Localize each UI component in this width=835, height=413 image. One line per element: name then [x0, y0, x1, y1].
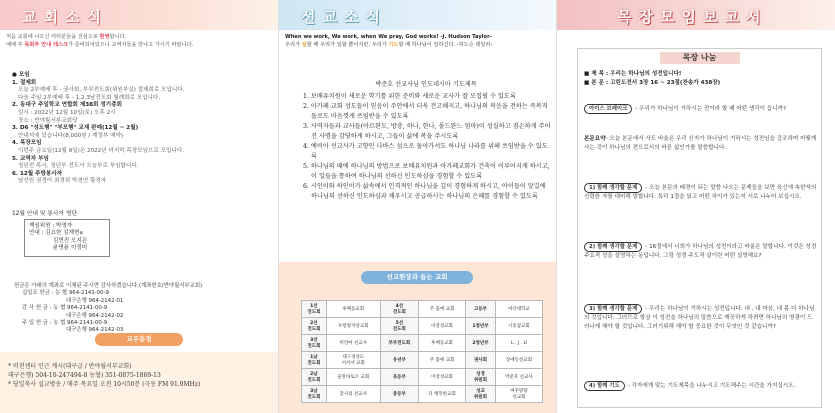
news-title: ● 모임 — [12, 72, 30, 78]
news-item-head: 4. 목장모임 — [12, 140, 42, 147]
support-church-cell: 더 행복한교회 — [418, 386, 465, 403]
ice-break-label: 아이스 브레이크 — [584, 104, 632, 114]
verse-english: When we work, We work, when We pray, God works! -J. Hudson Taylor- — [285, 34, 492, 40]
support-church-cell: L . J . U — [495, 335, 542, 352]
summary-label: 본문요약 — [584, 136, 606, 142]
question1-text: - 오늘 본문의 배경이 되는 말씀 나오는 문제들을 보면 육신에 속한자의 신령한 자를 대비해 말합니다. 특히 1절을 읽고 어떤 차이가 있는지 서로 나누어 보십시오. — [584, 185, 817, 200]
support-church-cell: 감사의 선교사 — [326, 386, 380, 403]
scripture-label: ■ 본 문 : — [584, 80, 609, 86]
mission-news-banner — [279, 0, 556, 30]
mission-prayer-item: 3. 사역자들과 교사들(아르완도, 방충, 하나, 한나, 몰드완느 엄마)이 성실하고 겸손하게 주어진 사명을 감당하게 하시고, 그들이 삶에 복을 주시도록 — [303, 123, 551, 140]
support-group-cell: 성경 위원회 — [466, 369, 496, 386]
volunteer-row: 안내 : 김요한 김재현a — [29, 230, 83, 237]
scripture-line — [578, 79, 821, 88]
offering-row: 대구은행 964-2142-03 — [66, 327, 124, 334]
support-group-cell: 2선 전도회 — [302, 318, 327, 335]
cell-report-panel — [556, 0, 835, 413]
support-church-cell: 이장성교회 — [418, 369, 465, 386]
support-group-cell: 2남 전도회 — [302, 369, 327, 386]
volunteer-heading: 12월 안내 및 봉사자 명단 — [12, 211, 78, 217]
support-group-cell: 성교 위원회 — [466, 386, 496, 403]
support-church-cell: 대구경상도 서서서 교회 — [326, 352, 380, 369]
volunteer-row: 김현진 오지은 — [53, 237, 88, 244]
intro-text: 합니다. — [109, 34, 127, 40]
support-churches-table — [301, 300, 543, 403]
support-church-cell: 미얀마 선교사 — [326, 335, 380, 352]
intro-text: 처음 교회에 나오신 여러분들을 진심으로 — [6, 34, 100, 40]
support-church-cell: 포항양지앙교회 — [326, 318, 380, 335]
support-church-cell: 후배동교회 — [326, 301, 380, 318]
support-church-cell: 마산대학교 — [495, 301, 542, 318]
support-group-cell: 고등부 — [466, 301, 496, 318]
news-item-head: 5. 교역자 부임 — [12, 155, 49, 162]
mission-prayer-item: 5. 하나님의 때에 하나님의 방법으로 보배유치원과 아가페교회가 건축이 이루어지게 하시고, 이 일들을 통하여 하나님의 선하신 인도하심을 경험할 수 있도록 — [303, 163, 550, 180]
support-row — [302, 369, 543, 386]
verse-highlight: 기도 — [388, 42, 399, 48]
ice-break-text: - 우리가 하나님이 거하시는 전이라 할 때 어떤 생각이 듭니까? — [635, 106, 787, 112]
support-church-cell: 후배동교회 — [418, 335, 465, 352]
prayer-block — [578, 381, 823, 391]
intro-highlight: 목회부 안내 데스크 — [24, 42, 69, 48]
support-group-cell: 권사회 — [466, 352, 496, 369]
support-group-cell: 1선 전도회 — [302, 301, 327, 318]
member-news-list — [8, 362, 276, 389]
support-group-cell: 3선 전도회 — [302, 335, 327, 352]
support-row — [302, 318, 543, 335]
mission-prayer-item: 6. 시인이와 하인이가 삶속에서 인격적인 하나님을 깊이 경험하게 하시고, 아이들이 앞길에 하나님의 선하신 인도하심과 채우시고 공급하시는 하나님의 은혜를 경험할 수 있도록 — [303, 183, 546, 200]
church-news-banner — [0, 0, 278, 30]
offering-row: 십일조 헌금 : 농 협 964-2141-00-9 — [22, 290, 109, 297]
mission-verse — [285, 33, 553, 49]
question1-label: 1) 함께 생각할 문제 — [584, 183, 642, 193]
support-group-cell: 2청년부 — [466, 335, 496, 352]
cell-sharing-heading: 목장 나눔 — [660, 52, 740, 64]
mission-prayer-title: 박준호 선교사님 인도네시아 기도제목 — [375, 81, 477, 88]
scripture-text: 고린도전서 3장 16 ~ 23절(찬송가 438장) — [610, 80, 721, 86]
ice-break-block — [578, 104, 823, 114]
question2-label: 2) 함께 생각할 문제 — [584, 242, 642, 252]
member-news-row: * 당일묵사 설교방송 / 매주 목요일 오전 10시50분 (극동 FM 91.9MHz) — [8, 381, 201, 388]
support-church-cell: 여주방향 선교회 — [495, 386, 542, 403]
news-item-detail: 일시 : 2022년 12월 10일(토) 오후 2시 — [18, 109, 116, 116]
verse-highlight: 일 — [301, 42, 307, 48]
support-church-cell: 주 품에 교회 — [418, 352, 465, 369]
mission-prayer-item: 2. 아가페 교회 성도들이 믿음이 주안에서 더욱 견고해지고, 하나님의 복음을 전하는 즉복직 돌로도 마음껏게 쓰임받을 수 있도록 — [303, 103, 548, 120]
verse-text: 할 때 우리가 일할 뿐이지만, 우리가 — [306, 42, 389, 48]
prayer-label: 4) 함께 기도 — [584, 381, 625, 391]
offering-row: 감 사 헌 금 : 농 협 964-2141-00-9 — [22, 305, 108, 312]
church-news-panel — [0, 0, 278, 413]
volunteer-row: 책임위원 : 박영자 — [29, 223, 73, 229]
member-news-row: * 비전센터 인근 계시(대구급 / 반야월서부교회) — [8, 363, 132, 370]
support-group-cell: 초등부 — [380, 369, 418, 386]
offering-row: 주 일 헌 금 : 농 협 964-2141-00-9 — [22, 320, 108, 327]
news-item-head: 3. D6 "성도행" "부모행" 교재 판매(12월 ~ 2월) — [12, 125, 139, 132]
support-church-cell: 이장성교회 — [418, 318, 465, 335]
member-news-row: 대구은행) 504-10-247494-8 농협) 351-0875-1869-13 — [8, 372, 161, 379]
news-item-head: 2. 동대구 주일학교 연합회 제38회 정기총회 — [12, 102, 122, 109]
theme-text: 우리는 하나님의 성전입니다! — [610, 71, 682, 77]
news-item-detail: 청년전 목사, 청년부 전도사 오늘부로 부임합니다. — [18, 163, 139, 170]
church-news-title: 교회소식 — [22, 8, 108, 26]
cell-report-banner — [557, 0, 835, 30]
support-group-cell: 5선 전도회 — [380, 318, 418, 335]
support-row — [302, 352, 543, 369]
mission-news-title: 선교소식 — [301, 8, 387, 26]
theme-label: ■ 제 목 : — [584, 71, 609, 77]
volunteer-box — [24, 219, 110, 257]
question3-label: 3) 함께 생각할 문제 — [584, 304, 642, 314]
question2-block — [578, 242, 823, 261]
intro-text: 가 준비되어있으니 교역자들을 만나고 가시기 바랍니다. — [68, 42, 194, 48]
news-item-head: 6. 12월 주방봉사자 — [12, 170, 63, 177]
support-group-cell: 4선 전도회 — [380, 301, 418, 318]
support-row — [302, 335, 543, 352]
summary-block — [578, 135, 823, 153]
question1-block — [578, 183, 823, 202]
support-churches-pill: 선교현장과 돕는 교회 — [361, 271, 473, 284]
mission-prayer-item: 1. 보배유치원이 새로운 학기를 위한 준비와 새로운 교사가 잘 모집될 수 있도록 — [303, 93, 516, 100]
support-row — [302, 301, 543, 318]
intro-highlight: 환영 — [99, 34, 110, 40]
volunteer-row: 윤명윤 이정미 — [53, 245, 88, 252]
news-item-detail: 장소 : 반야월서부교회당 — [18, 117, 78, 124]
news-item-detail: 안내석에 있습니다(8,000원 / 재정부 예약) — [18, 132, 124, 139]
question3-block — [578, 304, 823, 332]
news-item-detail: 이번주 금요일(12월 9일)은 2022년 마지막 목장모임으로 모입니다. — [18, 147, 185, 154]
support-group-cell: 3남 전도회 — [302, 386, 327, 403]
welcome-intro — [6, 33, 274, 49]
news-item-detail: 다음 주일 2부예배 후 - 1,2,3남전도회 월례회로 모입니다. — [18, 94, 161, 101]
verse-text: 할 때 하나님이 일하신다. -허드슨 테일러- — [398, 42, 493, 48]
news-list — [12, 72, 272, 186]
support-row — [302, 386, 543, 403]
support-group-cell: 유년부 — [380, 352, 418, 369]
verse-text: 우리가 — [285, 42, 302, 48]
support-church-cell: 시흥삼교회 — [495, 318, 542, 335]
intro-text: 예배 후 — [6, 42, 25, 48]
mission-prayer-item: 4. 예비아 선교사가 고향인 나바스 섬으로 돌아가서도 하나님 나라를 위해 쓰임받을 수 있도록 — [303, 143, 548, 160]
member-news-pill: 교우동정 — [95, 333, 183, 346]
news-item-detail: 오늘 2부예배 후 - 권사회, 부부전도회(위원부실) 절제회로 모입니다. — [18, 87, 185, 94]
support-group-cell: 1청년부 — [466, 318, 496, 335]
mission-prayer-list — [301, 80, 551, 202]
support-group-cell: 1남 전도회 — [302, 352, 327, 369]
offering-row: 대구은행 964-2142-02 — [66, 312, 124, 319]
cell-sharing-card — [577, 48, 822, 408]
support-group-cell: 부부전도회 — [380, 335, 418, 352]
cell-report-title: 목장모임보고서 — [617, 8, 768, 26]
news-item-head: 1. 절제회 — [12, 79, 37, 86]
mission-news-panel — [278, 0, 556, 413]
question2-text: - 16절에서 너희가 하나님의 성전이라고 바울은 말합니다. 이것은 성경 주요적 성을 설명하는 동입니다. 그럼 성경 주도적 살이란 어떤 설명해요? — [584, 244, 817, 259]
theme-line — [578, 70, 821, 79]
support-church-cell: 장애인선교회 — [495, 352, 542, 369]
offering-row: 대구은행 964-2142-01 — [66, 297, 124, 304]
summary-text: - 오늘 본문에서 사도 바울은 우리 신자가 하나님이 거하시는 성전임을 강조하며 어떻게 사는 것이 하나님의 전으로서의 바른 삶인가를 말씀합니다. — [584, 136, 817, 151]
support-group-cell: 중등부 — [380, 386, 418, 403]
support-church-cell: 주 품에 교회 — [418, 301, 465, 318]
support-church-cell: 박준호 선교사 — [495, 369, 542, 386]
question3-text: - 우리는 하나님이 거하시는 성전입니다. 내 , 내 마음, 내 몸 다 하나님의 것입니다. 그러므로 항상 이 성전을 하나님의 말씀으로 깨끗하게 하려면 하나님의 영광이 드러나게 해야 할 것입니다. 그러기위해 해야 할 중요한 것이 무엇인 것 같습니까? — [584, 306, 815, 330]
support-church-cell: 울란바토르 교회 — [326, 369, 380, 386]
news-item-detail: 남선원 권경이 최경희 박경연 황경자 — [18, 178, 107, 185]
offering-title: 헌금은 아래의 계좌로 이체된 주시면 감사하겠습니다.(계좌번호/반야월서부교회) — [14, 283, 203, 289]
prayer-text: - 각자에게 맞는 기도제목을 나누시고 기도해주는 시간을 가지십시오. — [627, 383, 796, 389]
offering-accounts — [14, 283, 272, 335]
